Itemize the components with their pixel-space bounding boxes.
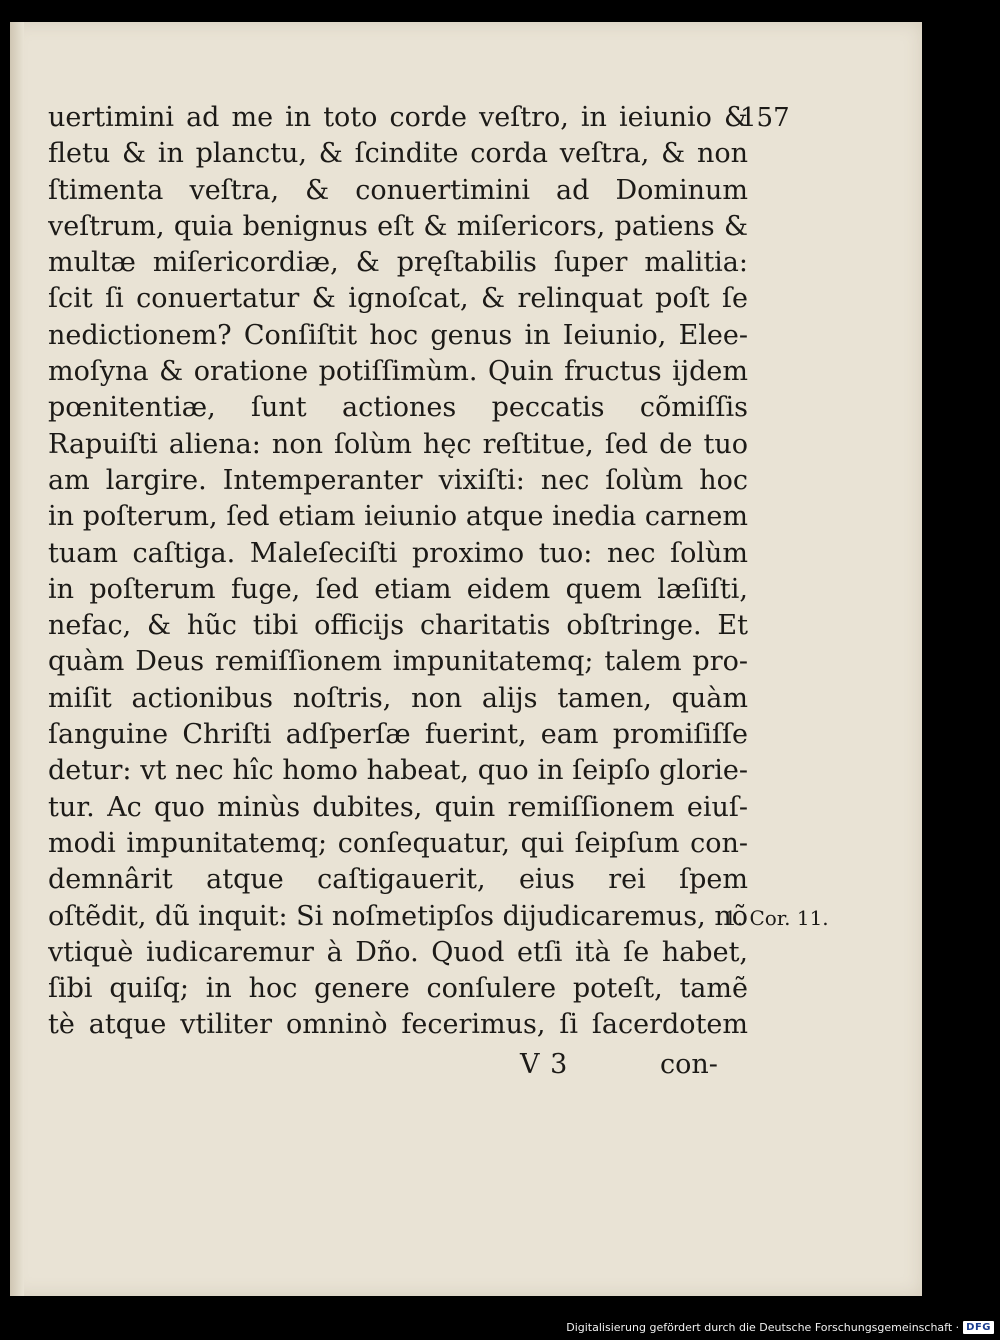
text-line: fletu & in planctu, & ſcindite corda veſtra, & non — [48, 138, 748, 170]
text-line: in poſterum, ſed etiam ieiunio atque inedia carnem — [48, 501, 748, 533]
text-line: ſanguine Chriſti adſperſæ fuerint, eam promiſiſſe — [48, 719, 748, 751]
text-line: am largire. Intemperanter vixiſti: nec ſolùm hoc — [48, 464, 748, 496]
text-line: oſtẽdit, dũ inquit: Si noſmetipſos dijudicaremus, nõ — [48, 900, 748, 932]
signature-mark: V 3 — [520, 1049, 569, 1080]
dfg-logo-icon: DFG — [963, 1321, 994, 1334]
text-line: multæ miſericordiæ, & pręſtabilis ſuper malitia: — [48, 247, 748, 279]
text-line: detur: vt nec hîc homo habeat, quo in ſeipſo glorie- — [48, 755, 748, 787]
text-line: modi impunitatemq; conſequatur, qui ſeipſum con- — [48, 827, 748, 859]
text-line: in poſterum fuge, ſed etiam eidem quem læſiſti, — [48, 573, 748, 605]
text-line: nefac, & hũc tibi officijs charitatis obſtringe. Et — [48, 610, 748, 642]
text-line: veſtrum, quia benignus eſt & miſericors, patiens & — [48, 210, 748, 242]
page-number: 157 — [740, 103, 790, 133]
marginal-note: 1. Cor. 11. — [724, 906, 829, 930]
text-line: moſyna & oratione potiſſimùm. Quin fructus ijdem — [48, 356, 748, 388]
digitization-footer — [566, 1321, 994, 1334]
body-text — [48, 100, 748, 1044]
page-gutter-edge — [10, 22, 24, 1296]
text-line: ſtimenta veſtra, & conuertimini ad Dominum — [48, 174, 748, 206]
text-line: tuam caſtiga. Maleſeciſti proximo tuo: nec ſolùm — [48, 537, 748, 569]
text-line: miſit actionibus noſtris, non alijs tamen, quàm — [48, 682, 748, 714]
text-line: quàm Deus remiſſionem impunitatemq; talem pro- — [48, 646, 748, 678]
text-line: ſibi quiſq; in hoc genere conſulere poteſt, tamẽ — [48, 973, 748, 1005]
text-line: demnârit atque caſtigauerit, eius rei ſpem — [48, 864, 748, 896]
text-line: tur. Ac quo minùs dubites, quin remiſſionem eiuſ- — [48, 791, 748, 823]
text-line: uertimini ad me in toto corde veſtro, in ieiunio & — [48, 102, 748, 133]
text-line: Rapuiſti aliena: non ſolùm hęc reſtitue, ſed de tuo — [48, 428, 748, 460]
catchword: con- — [660, 1049, 718, 1080]
funding-credit: Digitalisierung gefördert durch die Deutsche Forschungsgemeinschaft · — [566, 1321, 960, 1334]
text-line: ſcit ſi conuertatur & ignoſcat, & relinquat poſt ſe — [48, 283, 748, 315]
text-line: tè atque vtiliter omninò fecerimus, ſi ſacerdotem — [48, 1009, 748, 1041]
text-line: pœnitentiæ, ſunt actiones peccatis cõmiſſis — [48, 392, 748, 424]
text-line: vtiquè iudicaremur à Dño. Quod etſi ità ſe habet, — [48, 936, 748, 968]
text-line: nedictionem? Conſiſtit hoc genus in Ieiunio, Elee- — [48, 319, 748, 351]
